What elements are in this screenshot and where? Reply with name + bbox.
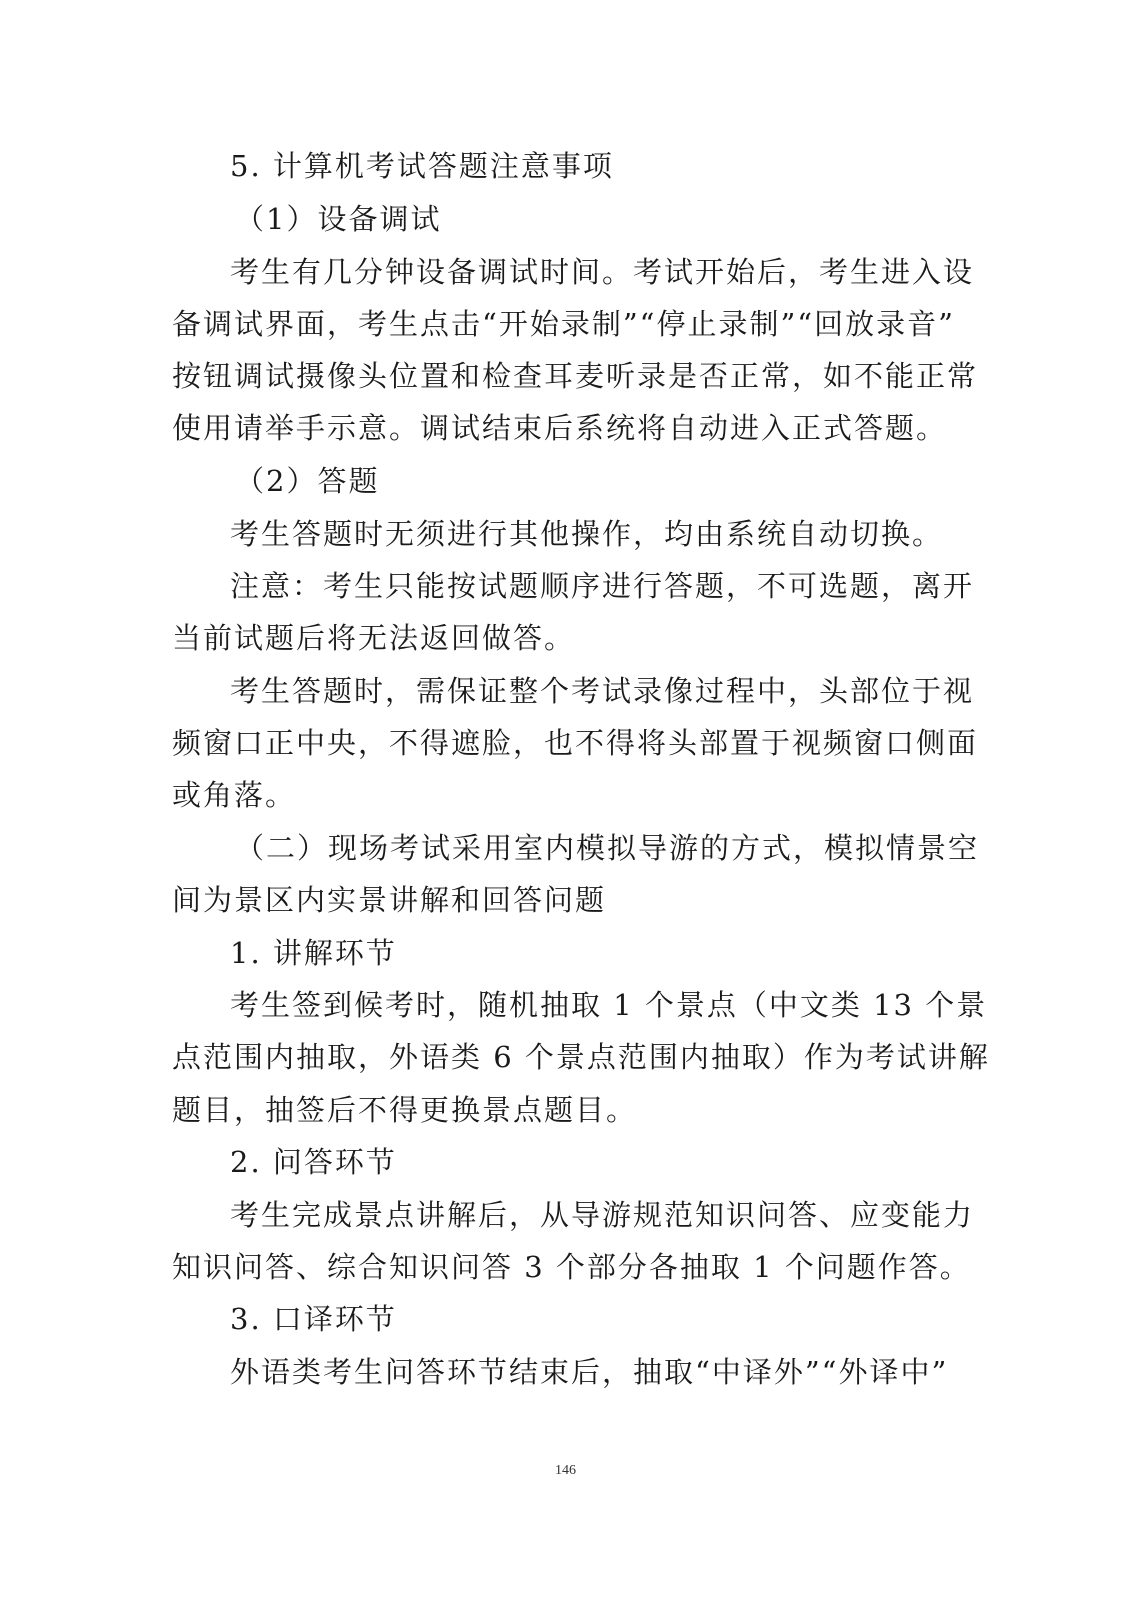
paragraph-line: 注意：考生只能按试题顺序进行答题，不可选题，离开 (230, 569, 975, 603)
paragraph-line: 题目，抽签后不得更换景点题目。 (172, 1093, 638, 1127)
paragraph-line: 知识问答、综合知识问答 3 个部分各抽取 1 个问题作答。 (172, 1250, 971, 1284)
subheading-qa: 2. 问答环节 (230, 1145, 397, 1179)
section-heading-5: 5. 计算机考试答题注意事项 (230, 149, 614, 183)
paragraph-line: 考生答题时，需保证整个考试录像过程中，头部位于视 (230, 674, 975, 708)
paragraph-line: 考生答题时无须进行其他操作，均由系统自动切换。 (230, 517, 944, 551)
subheading-interpretation: 3. 口译环节 (230, 1302, 397, 1336)
paragraph-line: 使用请举手示意。调试结束后系统将自动进入正式答题。 (172, 411, 948, 445)
paragraph-line: 考生完成景点讲解后，从导游规范知识问答、应变能力 (230, 1198, 975, 1232)
section-heading-onsite: （二）现场考试采用室内模拟导游的方式，模拟情景空 (235, 831, 980, 865)
paragraph-line: 备调试界面，考生点击“开始录制”“停止录制”“回放录音” (172, 307, 955, 341)
paragraph-line: 考生签到候考时，随机抽取 1 个景点（中文类 13 个景 (230, 988, 988, 1022)
paragraph-line: 外语类考生问答环节结束后，抽取“中译外”“外译中” (230, 1355, 949, 1389)
paragraph-line: 考生有几分钟设备调试时间。考试开始后，考生进入设 (230, 255, 975, 289)
subheading-explanation: 1. 讲解环节 (230, 936, 397, 970)
subheading-answering: （2）答题 (235, 464, 380, 498)
paragraph-line: 点范围内抽取，外语类 6 个景点范围内抽取）作为考试讲解 (172, 1040, 990, 1074)
paragraph-line: 或角落。 (172, 778, 297, 812)
section-heading-onsite-cont: 间为景区内实景讲解和回答问题 (172, 883, 607, 917)
paragraph-line: 按钮调试摄像头位置和检查耳麦听录是否正常，如不能正常 (172, 359, 979, 393)
paragraph-line: 频窗口正中央，不得遮脸，也不得将头部置于视频窗口侧面 (172, 726, 979, 760)
page-number: 146 (555, 1463, 576, 1478)
paragraph-line: 当前试题后将无法返回做答。 (172, 621, 576, 655)
subheading-device-test: （1）设备调试 (235, 202, 442, 236)
